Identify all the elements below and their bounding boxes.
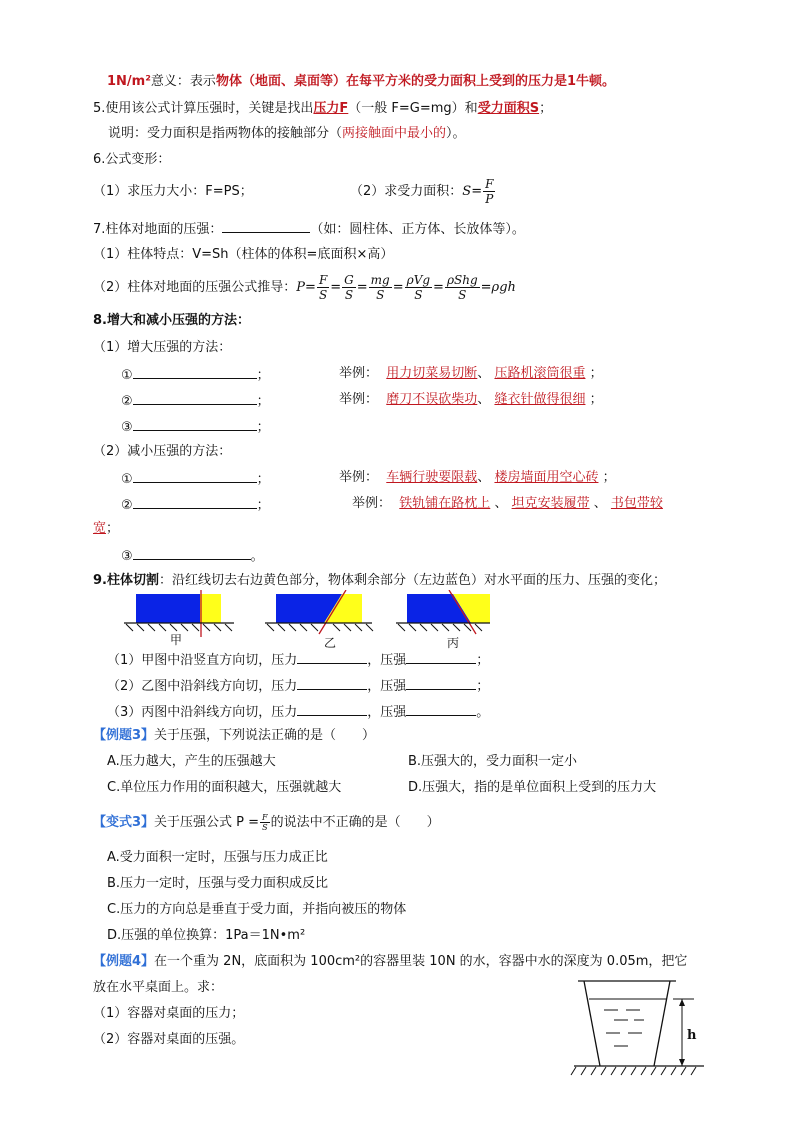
example-4-question [93,953,687,971]
frac-pshg-s [445,273,480,302]
label-bing: 丙 [447,636,460,650]
variant-option-c[interactable]: C.压力的方向总是垂直于受力面，并指向被压的物体 [107,902,407,917]
example-4-question-cont: 放在水平桌面上。求： [93,980,224,995]
example-1: 用力切菜易切断 [386,366,478,381]
equals: = [433,280,444,295]
ground-hatch [267,624,373,631]
example-2: 压路机滚筒很重 [494,366,586,381]
frac-den: S [262,823,268,832]
example-1: 磨刀不误砍柴功 [386,392,478,407]
water-lines [604,1010,644,1046]
blue-block [136,594,200,623]
var-s: S [462,184,472,199]
variant-tag: 【变式3】 [93,815,155,830]
item-9-text: ：沿红线切去右边黄色部分，物体剩余部分（左边蓝色）对水平面的压力、压强的变化； [158,573,666,588]
increase-2 [121,391,270,411]
variant-option-a[interactable]: A.受力面积一定时，压强与压力成正比 [107,850,328,865]
equals: = [392,280,404,295]
frac-pvg-s [405,273,432,302]
figure-jia [124,590,234,637]
blank-inc-3[interactable] [133,417,257,431]
q-text2: ，压强 [367,705,407,720]
frac-num: F [485,177,494,191]
question-text: 关于压强公式 P = [154,815,260,830]
item-6-heading: 6.公式变形： [93,152,171,167]
explanation-answer: 两接触面中最小的 [342,126,447,141]
table-hatch [571,1067,696,1075]
line-1n-meaning [107,73,615,91]
semi: ； [256,368,270,383]
blank-dec-2[interactable] [133,495,257,509]
blank-7[interactable] [222,219,310,233]
semi: ； [256,420,270,435]
num: ② [121,498,133,513]
answer-area-s: 受力面积S [477,101,540,116]
q-text2: ，压强 [367,679,407,694]
option-d[interactable]: D.压强大，指的是单位面积上受到的压力大 [408,780,657,795]
column-feature: （1）柱体特点：V=Sh（柱体的体积=底面积×高） [93,247,394,262]
fraction-f-over-s [260,813,270,832]
label-yi: 乙 [324,636,337,650]
equals: = [330,280,342,295]
blank-pressure-2[interactable] [406,676,476,690]
sep: 、 [593,496,607,511]
arrow-up-icon [679,999,685,1006]
increase-heading: （1）增大压强的方法： [93,340,232,355]
blank-inc-2[interactable] [133,391,257,405]
num: ③ [121,549,133,564]
semi: ； [256,394,270,409]
sep: 、 [494,496,508,511]
end: ； [106,521,120,536]
end: ； [589,366,603,381]
label-jia: 甲 [170,633,183,647]
fraction-f-over-p [483,177,495,206]
variant-option-b[interactable]: B.压力一定时，压强与受力面积成反比 [107,876,329,891]
cut-q2 [107,676,489,696]
frac-g-s [342,273,356,302]
end: 。 [250,549,264,564]
num: ② [121,394,133,409]
explanation-line [108,125,466,143]
arrow-down-icon [679,1059,685,1066]
frac-mg-s [369,273,392,302]
example-2: 坦克安装履带 [511,496,590,511]
frac-den: S [318,288,328,302]
equals: = [305,280,316,295]
item-5 [93,100,552,118]
example-1: 铁轨铺在路枕上 [399,496,491,511]
end: 。 [476,705,490,720]
sep: 、 [477,392,491,407]
ground-hatch [398,624,482,631]
end: ； [589,392,603,407]
question-text2: 的说法中不正确的是（ ） [270,815,440,830]
frac-num: F [318,273,328,287]
item-9-title: 9.柱体切割 [93,573,159,588]
frac-den: S [344,288,354,302]
item-8-heading: 8.增大和减小压强的方法： [93,313,250,328]
example-label: 举例： [339,392,379,407]
unit-1n-m2: 1N/m² [107,74,151,89]
frac-num: F [262,813,268,822]
answer-force-f: 压力F [313,101,349,116]
explanation-text: 说明：受力面积是指两物体的接触部分（ [108,126,343,141]
figure-bing [396,590,490,634]
yellow-block [200,594,221,623]
item-7 [93,219,525,239]
example-2: 缝衣针做得很细 [494,392,586,407]
result-pgh: ρgh [491,280,516,295]
frac-f-s [317,273,329,302]
var-p: P [296,280,306,295]
decrease-2 [121,495,270,515]
blank-force-1[interactable] [297,650,367,664]
explanation-end: ）。 [446,126,466,141]
example-tag: 【例题4】 [93,954,155,969]
item-7-note: （如：圆柱体、正方体、长放体等）。 [310,222,525,237]
end: ； [476,679,490,694]
blank-inc-1[interactable] [133,365,257,379]
h-label: h [687,1028,697,1043]
semi: ； [256,498,270,513]
item-5-end: ； [539,101,553,116]
derivation-label: （2）柱体对地面的压强公式推导： [93,280,297,295]
end: ； [476,653,490,668]
example-4-sub1: （1）容器对桌面的压力； [93,1006,245,1021]
q-text: （1）甲图中沿竖直方向切，压力 [107,653,298,668]
sep: 、 [477,366,491,381]
increase-2-examples [339,391,603,409]
num: ① [121,368,133,383]
pressure-derivation [93,270,516,306]
option-c[interactable]: C.单位压力作用的面积越大，压强就越大 [107,780,342,795]
example-1: 车辆行驶要限载 [386,470,478,485]
cut-q3 [107,702,489,722]
option-b[interactable]: B.压强大的，受力面积一定小 [408,754,578,769]
container-left-wall [584,981,600,1066]
question-text: 关于压强，下列说法正确的是（ ） [154,728,376,743]
blank-pressure-1[interactable] [406,650,476,664]
blank-force-2[interactable] [297,676,367,690]
formula-area [350,174,496,210]
ground-hatch [126,624,232,631]
end: ； [602,470,616,485]
example-label: 举例： [339,470,379,485]
example-label: 举例： [339,366,379,381]
blank-force-3[interactable] [297,702,367,716]
frac-den: S [458,288,467,302]
meaning-label: 意义：表示 [150,74,216,89]
example-3-question [93,727,375,745]
decrease-2-examples [352,495,663,513]
cut-q1 [107,650,489,670]
variant-option-d[interactable]: D.压强的单位换算：1Pa＝1N•m² [107,928,306,943]
option-a[interactable]: A.压力越大，产生的压强越大 [107,754,276,769]
increase-1 [121,365,270,385]
frac-den: P [485,192,494,206]
decrease-1 [121,469,270,489]
increase-3 [121,417,270,437]
num: ① [121,472,133,487]
frac-den: S [414,288,423,302]
figure-yi [265,590,373,634]
formula-force: （1）求压力大小：F=PS； [93,184,253,199]
container-right-wall [654,981,670,1066]
example-tag: 【例题3】 [93,728,155,743]
semi: ； [256,472,270,487]
blank-dec-3[interactable] [133,546,251,560]
item-7-text: 7.柱体对地面的压强： [93,222,223,237]
item-9 [93,572,666,590]
example-4-sub2: （2）容器对桌面的压强。 [93,1032,245,1047]
meaning-text: 物体（地面、桌面等）在每平方米的受力面积上受到的压力是1牛顿。 [215,74,615,89]
equals: = [471,184,483,199]
item-5-text: 5.使用该公式计算压强时，关键是找出 [93,101,314,116]
frac-num: ρShg [446,273,478,287]
decrease-heading: （2）减小压强的方法： [93,444,232,459]
example-label: 举例： [352,496,392,511]
formula-area-label: （2）求受力面积： [350,184,463,199]
blank-dec-1[interactable] [133,469,257,483]
decrease-2-cont [93,520,119,538]
increase-1-examples [339,365,603,383]
q-text: （3）丙图中沿斜线方向切，压力 [107,705,298,720]
q-text2: ，压强 [367,653,407,668]
num: ③ [121,420,133,435]
equals: = [480,280,492,295]
question-text: 在一个重为 2N，底面积为 100cm²的容器里装 10N 的水，容器中水的深度为 0.05m，把它 [154,954,688,969]
sep: 、 [477,470,491,485]
frac-num: G [344,273,354,287]
decrease-3 [121,546,264,566]
q-text: （2）乙图中沿斜线方向切，压力 [107,679,298,694]
frac-den: S [376,288,385,302]
frac-num: mg [370,273,390,287]
decrease-1-examples [339,469,616,487]
example-3-cont: 宽 [93,521,107,536]
example-2: 楼房墙面用空心砖 [494,470,599,485]
variant-3-question [93,810,440,836]
equals: = [356,280,368,295]
item-5-note: （一般 F=G=mg）和 [348,101,478,116]
example-3: 书包带较 [610,496,663,511]
blank-pressure-3[interactable] [406,702,476,716]
frac-num: ρVg [406,273,431,287]
